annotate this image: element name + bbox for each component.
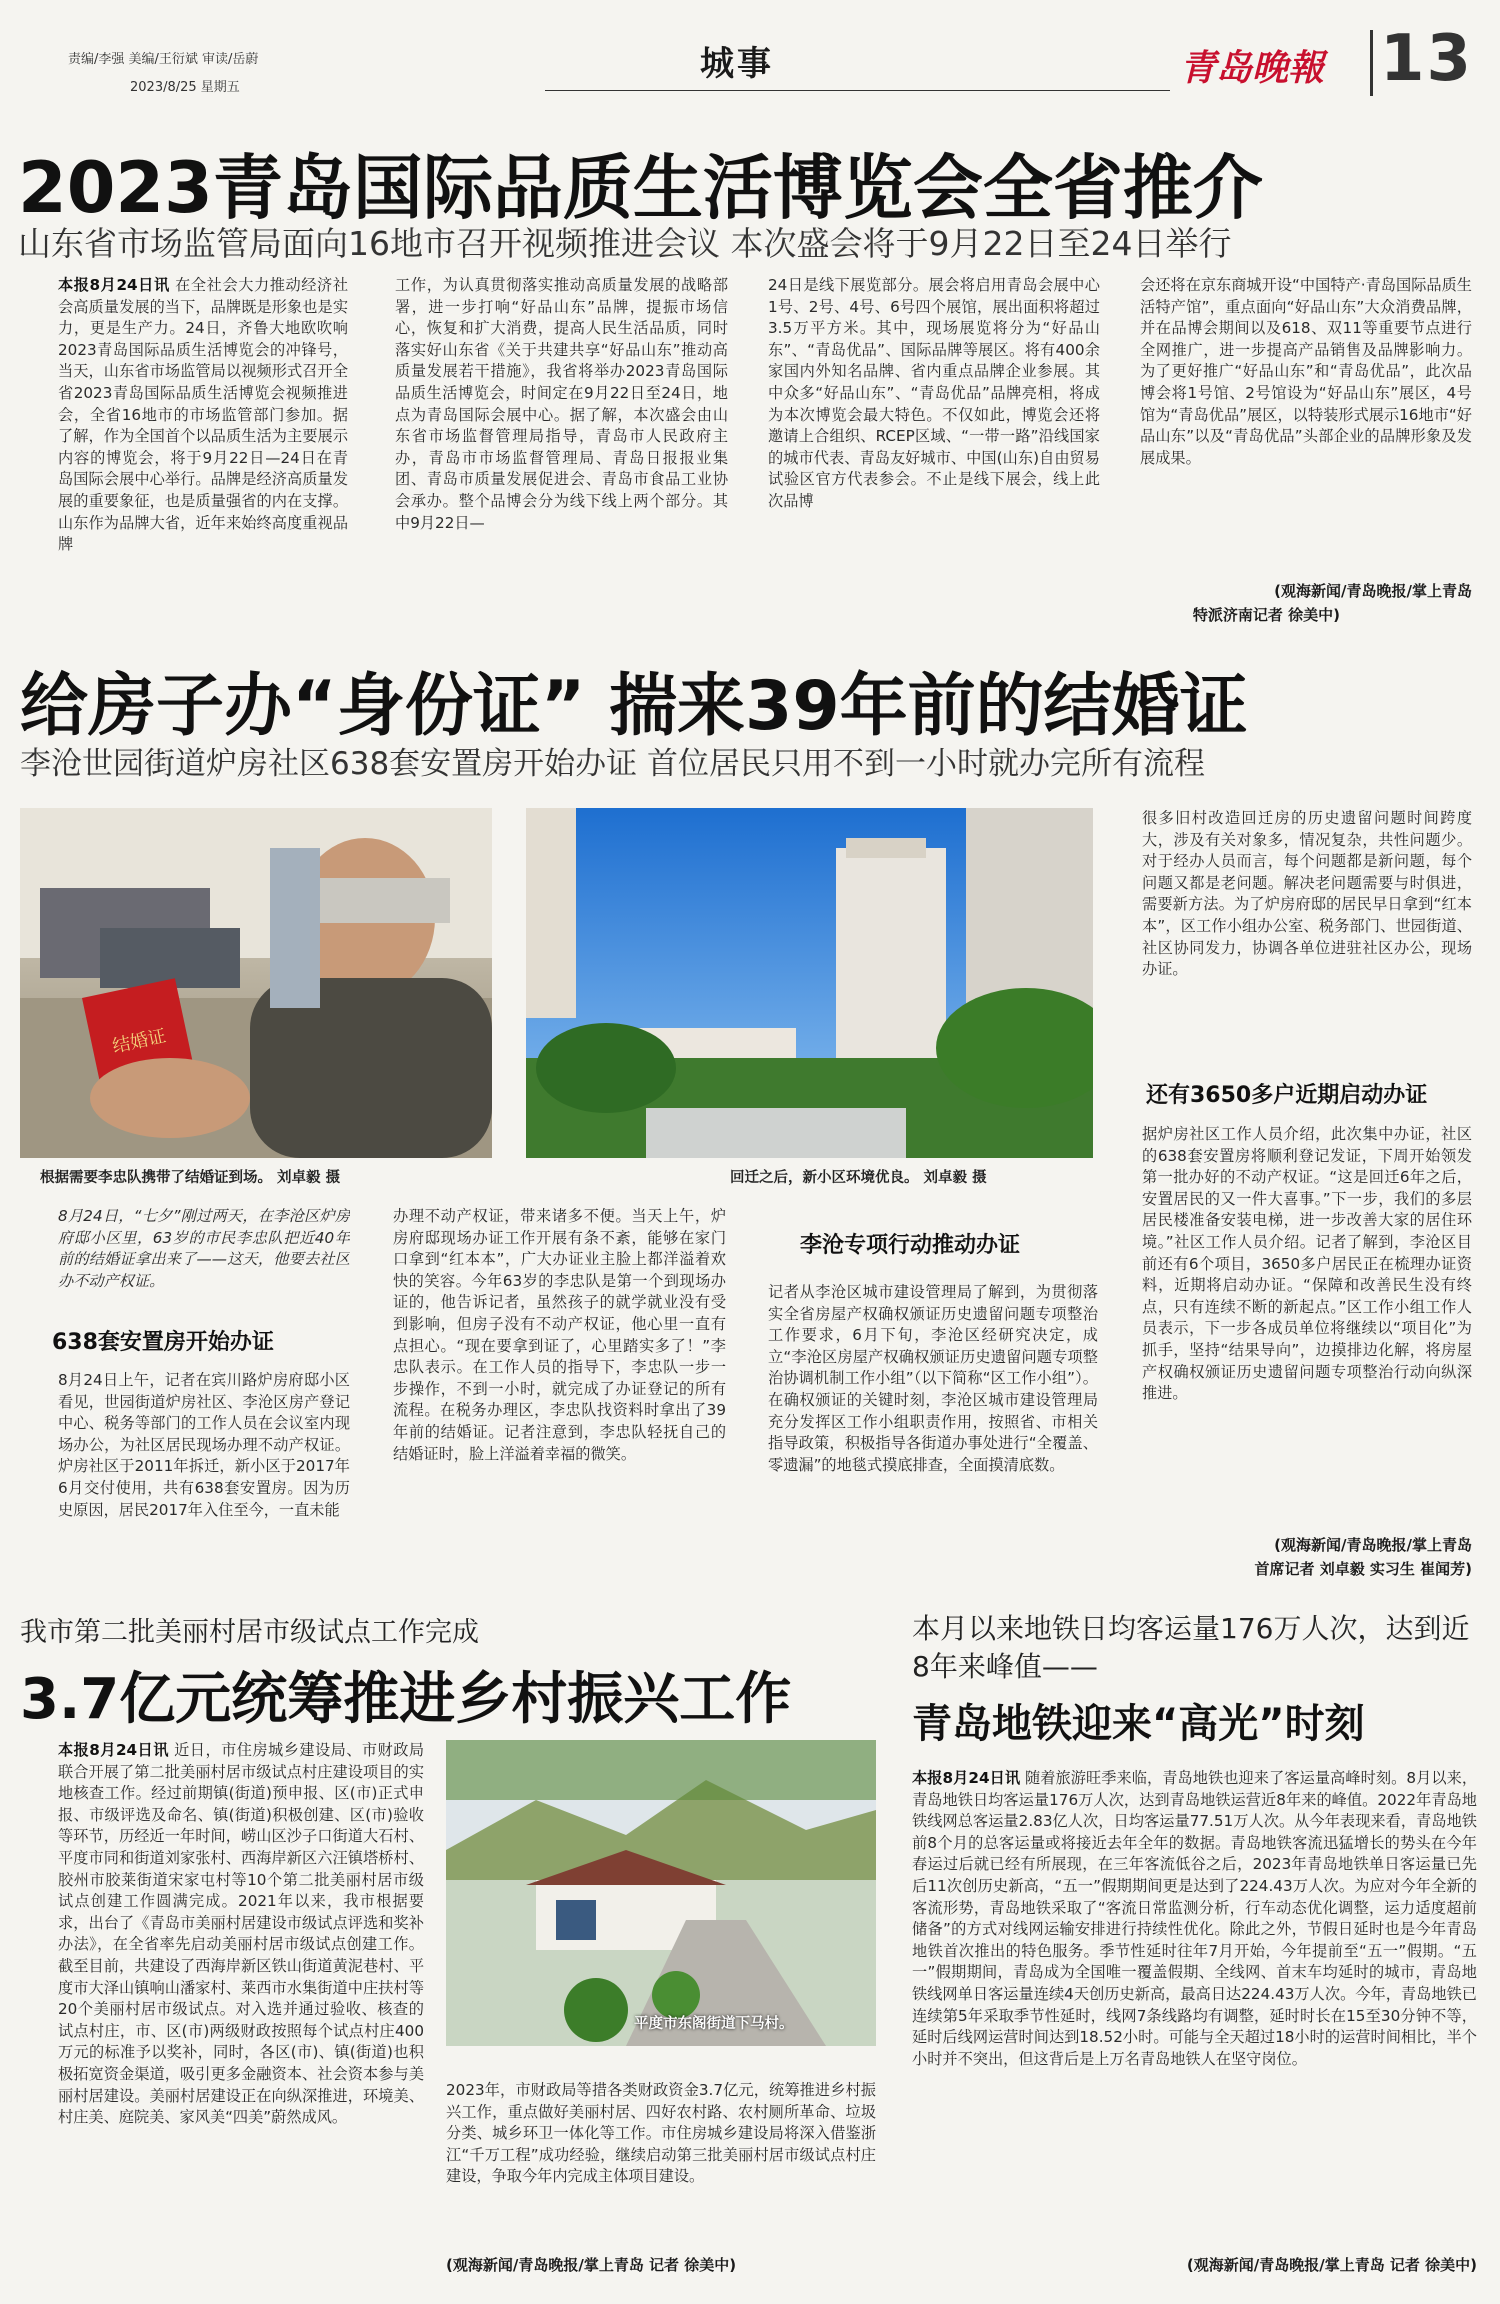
article4-headline: 青岛地铁迎来“高光”时刻 — [912, 1701, 1365, 1747]
article2-intro: 8月24日，“七夕”刚过两天，在李沧区炉房府邸小区里，63岁的市民李忠队把近40年前的结婚证拿出来了——这天，他要去社区办不动产权证。 — [58, 1207, 350, 1290]
article2-right-column-top: 很多旧村改造回迁房的历史遗留问题时间跨度大，涉及有关对象多，情况复杂，共性问题少。对于经办人员而言，每个问题都是新问题，每个问题又都是老问题。解决老问题需要与时俱进，需要新方法。为了炉房府邸的居民早日拿到“红本本”，区工作小组办公室、税务部门、世园街道、社区协同发力，协调各单位进驻社区办公，现场办证。 — [1142, 809, 1472, 979]
article2-subhead: 李沧世园街道炉房社区638套安置房开始办证 首位居民只用不到一小时就办完所有流程 — [20, 746, 1206, 782]
photo2-caption: 回迁之后，新小区环境优良。 刘卓毅 摄 — [730, 1170, 987, 1186]
photo-village — [446, 1740, 876, 2046]
article4-byline: (观海新闻/青岛晚报/掌上青岛 记者 徐美中) — [1186, 2256, 1477, 2274]
page-num-divider — [1370, 30, 1373, 96]
article3-kicker: 我市第二批美丽村居市级试点工作完成 — [20, 1617, 479, 1648]
article2-column-2: 办理不动产权证，带来诸多不便。当天上午，炉房府邸现场办证工作开展有条不紊，能够在家门口拿到“红本本”，广大办证业主脸上都洋溢着欢快的笑容。今年63岁的李忠队是第一个到现场办证的，他告诉记者，虽然孩子的就学就业没有受到影响，但房子没有不动产权证，他心里一直有点担心。“现在要拿到证了，心里踏实多了！”李忠队表示。在工作人员的指导下，李忠队一步一步操作，不到一小时，就完成了办证登记的所有流程。在税务办理区，李忠队找资料时拿出了39年前的结婚证。记者注意到，李忠队轻抚自己的结婚证时，脸上洋溢着幸福的微笑。 — [393, 1207, 726, 1463]
photo-village-illustration — [446, 1740, 876, 2046]
page-number: 13 — [1380, 22, 1474, 96]
article1-byline-2: 特派济南记者 徐美中) — [1192, 606, 1340, 624]
article3-headline: 3.7亿元统筹推进乡村振兴工作 — [20, 1667, 792, 1732]
editors-credit: 责编/李强 美编/王衍斌 审读/岳蔚 — [68, 52, 259, 67]
article2-column-3: 记者从李沧区城市建设管理局了解到，为贯彻落实全省房屋产权确权颁证历史遗留问题专项整治工作要求，6月下旬，李沧区经研究决定，成立“李沧区房屋产权确权颁证历史遗留问题专项整治协调机制工作小组”（以下简称“区工作小组”）。在确权颁证的关键时刻，李沧区城市建设管理局充分发挥区工作小组职责作用，按照省、市相关指导政策，积极指导各街道办事处进行“全覆盖、零遗漏”的地毯式摸底排查，全面摸清底数。 — [768, 1283, 1098, 1474]
article2-byline-2: 首席记者 刘卓毅 实习生 崔闻芳) — [1254, 1560, 1472, 1578]
article1-column-2: 工作，为认真贯彻落实推动高质量发展的战略部署，进一步打响“好品山东”品牌，提振市场信心，恢复和扩大消费，提高人民生活品质，同时落实好山东省《关于共建共享“好品山东”推动高质量发展若干措施》，我省将举办2023青岛国际品质生活博览会，时间定在9月22日至24日，地点为青岛国际会展中心。据了解，本次盛会由山东省市场监督管理局指导，青岛市人民政府主办，青岛市市场监督管理局、青岛日报报业集团、青岛市质量发展促进会、青岛市食品工业协会承办。整个品博会分为线下线上两个部分。其中9月22日— — [395, 276, 728, 532]
photo-resident-illustration — [20, 808, 492, 1158]
article1-byline: (观海新闻/青岛晚报/掌上青岛 — [1274, 582, 1472, 600]
photo-new-community — [526, 808, 1093, 1158]
article2-subhead-3650: 还有3650多户近期启动办证 — [1146, 1083, 1428, 1108]
article1-column-1: 本报8月24日讯 在全社会大力推动经济社会高质量发展的当下，品牌既是形象也是实力，更是生产力。24日，齐鲁大地欧吹响2023青岛国际品质生活博览会的冲锋号，当天，山东省市场监管局以视频形式召开全省2023青岛国际品质生活博览会视频推进会，全省16地市的市场监管部门参加。据了解，作为全国首个以品质生活为主要展示内容的博览会，将于9月22日—24日在青岛国际会展中心举行。品牌是经济高质量发展的重要象征，也是质量强省的内在支撑。山东作为品牌大省，近年来始终高度重视品牌 — [58, 276, 348, 554]
article3-lead: 本报8月24日讯 — [58, 1741, 169, 1759]
article3-column-left: 本报8月24日讯 近日，市住房城乡建设局、市财政局联合开展了第二批美丽村居市级试点村庄建设项目的实地核查工作。经过前期镇(街道)预申报、区(市)正式申报、市级评选及命名、镇(街道)积极创建、区(市)验收等环节，历经近一年时间，崂山区沙子口街道大石村、平度市同和街道刘家张村、西海岸新区六汪镇塔桥村、胶州市胶莱街道宋家屯村等10个第二批美丽村居市级试点创建工作圆满完成。2021年以来，我市根据要求，出台了《青岛市美丽村居建设市级试点评选和奖补办法》，在全省率先启动美丽村居市级试点创建工作。截至目前，共建设了西海岸新区铁山街道黄泥巷村、平度市大泽山镇响山潘家村、莱西市水集街道中庄扶村等20个美丽村居市级试点。对入选并通过验收、核查的试点村庄，市、区(市)两级财政按照每个试点村庄400万元的标准予以奖补，同时，各区(市)、镇(街道)也积极拓宽资金渠道，吸引更多金融资本、社会资本参与美丽村居建设。美丽村居建设正在向纵深推进，环境美、村庄美、庭院美、家风美“四美”蔚然成风。 — [58, 1741, 424, 2127]
svg-text:结婚证: 结婚证 — [110, 1025, 168, 1058]
photo3-caption: 平度市东阁街道下马村。 — [634, 2016, 794, 2032]
article4-kicker: 本月以来地铁日均客运量176万人次，达到近8年来峰值—— — [912, 1612, 1470, 1683]
article1-lead: 本报8月24日讯 — [58, 276, 170, 294]
article2-column-1: 8月24日上午，记者在宾川路炉房府邸小区看见，世园街道炉房社区、李沧区房产登记中心、税务等部门的工作人员在会议室内现场办公，为社区居民现场办理不动产权证。炉房社区于2011年拆迁，新小区于2017年6月交付使用，共有638套安置房。因为历史原因，居民2017年入住至今，一直未能 — [58, 1371, 350, 1519]
article1-column-3: 24日是线下展览部分。展会将启用青岛会展中心1号、2号、4号、6号四个展馆，展出面积将超过3.5万平方米。其中，现场展览将分为“好品山东”、“青岛优品”、国际品牌等展区。将有400余家国内外知名品牌、省内重点品牌企业参展。其中众多“好品山东”、“青岛优品”品牌亮相，将成为本次博览会最大特色。不仅如此，博览会还将邀请上合组织、RCEP区域、“一带一路”沿线国家的城市代表、青岛友好城市、中国(山东)自由贸易试验区官方代表参会。不止是线下展会，线上此次品博 — [768, 276, 1100, 510]
article1-column-4: 会还将在京东商城开设“中国特产·青岛国际品质生活特产馆”，重点面向“好品山东”大众消费品牌，并在品博会期间以及618、双11等重要节点进行全网推广，进一步提高产品销售及品牌影响力。为了更好推广“好品山东”和“青岛优品”，此次品博会将1号馆、2号馆设为“好品山东”展区，4号馆为“青岛优品”展区，以特装形式展示16地市“好品山东”以及“青岛优品”头部企业的品牌形象及发展成果。 — [1140, 276, 1472, 467]
masthead-rule — [545, 90, 1170, 91]
photo1-caption: 根据需要李忠队携带了结婚证到场。 刘卓毅 摄 — [40, 1170, 341, 1186]
article1-headline: 2023青岛国际品质生活博览会全省推介 — [18, 147, 1263, 229]
article1-subhead: 山东省市场监管局面向16地市召开视频推进会议 本次盛会将于9月22日至24日举行 — [18, 224, 1232, 263]
article3-byline: (观海新闻/青岛晚报/掌上青岛 记者 徐美中) — [446, 2256, 737, 2274]
article4-lead: 本报8月24日讯 — [912, 1769, 1021, 1787]
article2-byline: (观海新闻/青岛晚报/掌上青岛 — [1274, 1536, 1472, 1554]
photo-community-illustration — [526, 808, 1093, 1158]
article2-headline: 给房子办“身份证” 揣来39年前的结婚证 — [20, 667, 1248, 746]
section-label: 城事 — [700, 44, 774, 84]
photo-resident-marriage-certificate — [20, 808, 492, 1158]
issue-date: 2023/8/25 星期五 — [130, 80, 240, 95]
article2-subhead-licang: 李沧专项行动推动办证 — [800, 1233, 1021, 1258]
article4-body: 本报8月24日讯 随着旅游旺季来临，青岛地铁也迎来了客运量高峰时刻。8月以来，青岛地铁日均客运量176万人次，达到青岛地铁运营近8年来的峰值。2022年青岛地铁线网总客运量2.83亿人次，日均客运量77.51万人次。从今年表现来看，青岛地铁前8个月的总客运量或将接近去年全年的数据。青岛地铁客流迅猛增长的势头在今年春运过后就已经有所展现，在三年客流低谷之后，2023年青岛地铁单日客运量已先后11次创历史新高，“五一”假期期间更是达到了224.43万人次。为应对今年全新的客流形势，青岛地铁采取了“客流日常监测分析，行车动态优化调整，运力适度超前储备”的方式对线网运输安排进行持续性优化。除此之外，节假日延时也是今年青岛地铁首次推出的特色服务。季节性延时往年7月开始，今年提前至“五一”假期。“五一”假期期间，青岛成为全国唯一覆盖假期、全线网、首末车均延时的城市，青岛地铁线网单日客运量连续4天创历史新高，最高日达224.43万人次。今年，青岛地铁已连续第5年采取季节性延时，线网7条线路均有调整，延时时长在15至30分钟不等，延时后线网运营时间达到18.52小时。可能与全天超过18小时的运营时间相比，半个小时并不突出，但这背后是上万名青岛地铁人在坚守岗位。 — [912, 1769, 1477, 2068]
article3-column-right: 2023年，市财政局等措各类财政资金3.7亿元，统筹推进乡村振兴工作，重点做好美丽村居、四好农村路、农村厕所革命、垃圾分类、城乡环卫一体化等工作。市住房城乡建设局将深入借鉴浙江“千万工程”成功经验，继续启动第三批美丽村居市级试点村庄建设，争取今年内完成主体项目建设。 — [446, 2081, 876, 2186]
article2-subhead-638: 638套安置房开始办证 — [52, 1330, 274, 1355]
article2-right-column-bottom: 据炉房社区工作人员介绍，此次集中办证，社区的638套安置房将顺利登记发证，下周开始领发第一批办好的不动产权证。“这是回迁6年之后，安置居民的又一件大喜事。”下一步，我们的多层居民楼准备安装电梯，进一步改善大家的居住环境。”社区工作人员介绍。记者了解到，李沧区目前还有6个项目，3650多户居民正在梳理办证资料，近期将启动办证。“保障和改善民生没有终点，只有连续不断的新起点。”区工作小组工作人员表示，下一步各成员单位将继续以“项目化”为抓手，坚持“结果导向”，边摸排边化解，将房屋产权确权颁证历史遗留问题专项整治行动向纵深推进。 — [1142, 1125, 1472, 1403]
newspaper-logo: 青岛晚報 — [1180, 47, 1325, 89]
